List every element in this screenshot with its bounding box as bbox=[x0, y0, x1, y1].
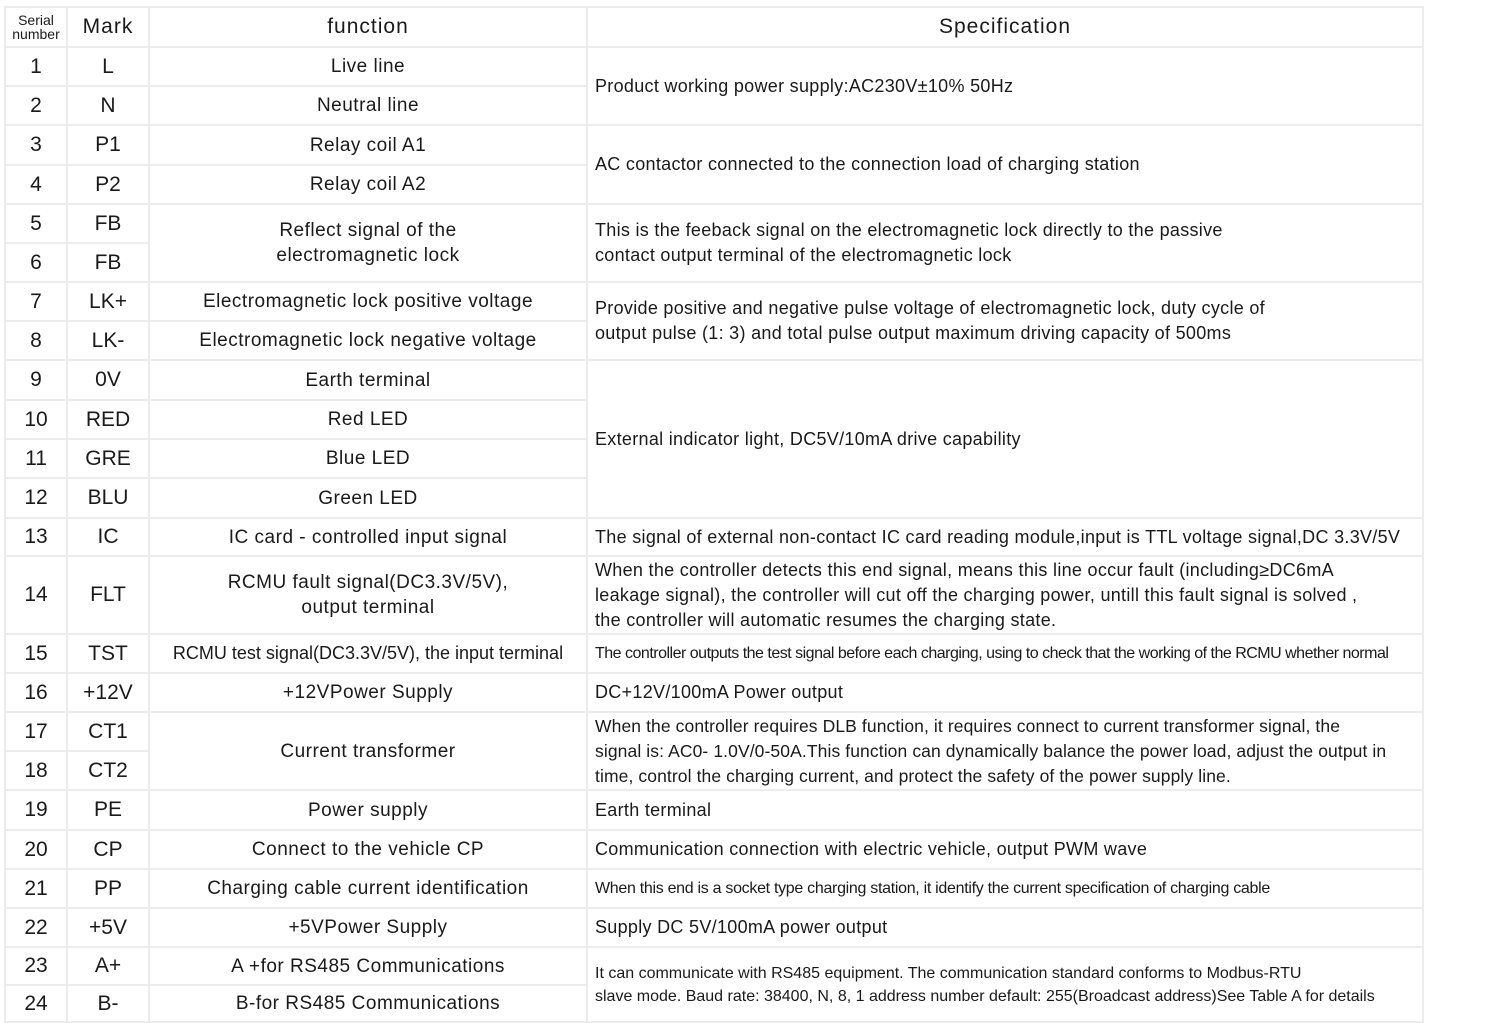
mark-cell: CT1 bbox=[67, 712, 149, 751]
function-cell: Neutral line bbox=[149, 86, 587, 125]
spec-cell: External indicator light, DC5V/10mA drive capability bbox=[587, 360, 1423, 518]
serial-cell: 24 bbox=[5, 985, 67, 1022]
header-function: function bbox=[149, 7, 587, 47]
spec-cell: Earth terminal bbox=[587, 790, 1423, 830]
serial-cell: 10 bbox=[5, 400, 67, 439]
serial-cell: 14 bbox=[5, 556, 67, 634]
mark-cell: RED bbox=[67, 400, 149, 439]
serial-cell: 17 bbox=[5, 712, 67, 751]
serial-cell: 4 bbox=[5, 165, 67, 204]
function-cell: +5VPower Supply bbox=[149, 908, 587, 947]
table-row bbox=[5, 908, 1423, 947]
function-cell: Live line bbox=[149, 47, 587, 86]
function-cell: Relay coil A2 bbox=[149, 165, 587, 204]
function-cell: IC card - controlled input signal bbox=[149, 518, 587, 556]
mark-cell: CT2 bbox=[67, 751, 149, 790]
mark-cell: FB bbox=[67, 243, 149, 282]
function-cell: Reflect signal of the electromagnetic lock bbox=[149, 204, 587, 282]
table-row bbox=[5, 869, 1423, 908]
function-cell: RCMU test signal(DC3.3V/5V), the input terminal bbox=[149, 634, 587, 673]
table-row bbox=[5, 634, 1423, 673]
serial-cell: 6 bbox=[5, 243, 67, 282]
serial-cell: 16 bbox=[5, 673, 67, 712]
mark-cell: P1 bbox=[67, 125, 149, 165]
mark-cell: GRE bbox=[67, 439, 149, 478]
serial-cell: 1 bbox=[5, 47, 67, 86]
serial-cell: 13 bbox=[5, 518, 67, 556]
serial-cell: 11 bbox=[5, 439, 67, 478]
mark-cell: PE bbox=[67, 790, 149, 830]
serial-cell: 21 bbox=[5, 869, 67, 908]
serial-cell: 23 bbox=[5, 947, 67, 985]
mark-cell: FLT bbox=[67, 556, 149, 634]
function-cell: Current transformer bbox=[149, 712, 587, 790]
header-serial-number: Serial number bbox=[5, 7, 67, 47]
serial-cell: 3 bbox=[5, 125, 67, 165]
spec-cell: This is the feeback signal on the electromagnetic lock directly to the passive contact output terminal of the electromagnetic lock bbox=[587, 204, 1423, 282]
serial-cell: 8 bbox=[5, 321, 67, 360]
serial-cell: 9 bbox=[5, 360, 67, 400]
spec-cell: The signal of external non-contact IC card reading module,input is TTL voltage signal,DC 3.3V/5V bbox=[587, 518, 1423, 556]
function-cell: Power supply bbox=[149, 790, 587, 830]
function-cell: Earth terminal bbox=[149, 360, 587, 400]
mark-cell: PP bbox=[67, 869, 149, 908]
spec-cell: When the controller requires DLB function, it requires connect to current transformer signal, the signal is: AC0- 1.0V/0-50A.This function can dynamically balance the power load, adjust the output in time, control the charging current, and protect the safety of the power supply line. bbox=[587, 712, 1423, 790]
table-row bbox=[5, 712, 1423, 751]
serial-cell: 12 bbox=[5, 478, 67, 518]
mark-cell: L bbox=[67, 47, 149, 86]
mark-cell: B- bbox=[67, 985, 149, 1022]
mark-cell: +5V bbox=[67, 908, 149, 947]
spec-cell: It can communicate with RS485 equipment. The communication standard conforms to Modbus-RTU slave mode. Baud rate: 38400, N, 8, 1 address number default: 255(Broadcast address)See Table A for details bbox=[587, 947, 1423, 1022]
header-mark: Mark bbox=[67, 7, 149, 47]
function-cell: Electromagnetic lock negative voltage bbox=[149, 321, 587, 360]
table-row bbox=[5, 125, 1423, 165]
function-cell: +12VPower Supply bbox=[149, 673, 587, 712]
serial-cell: 5 bbox=[5, 204, 67, 243]
mark-cell: BLU bbox=[67, 478, 149, 518]
table-row bbox=[5, 282, 1423, 321]
function-cell: RCMU fault signal(DC3.3V/5V), output terminal bbox=[149, 556, 587, 634]
spec-cell: DC+12V/100mA Power output bbox=[587, 673, 1423, 712]
serial-cell: 20 bbox=[5, 830, 67, 869]
spec-cell: Communication connection with electric vehicle, output PWM wave bbox=[587, 830, 1423, 869]
mark-cell: P2 bbox=[67, 165, 149, 204]
serial-cell: 15 bbox=[5, 634, 67, 673]
mark-cell: A+ bbox=[67, 947, 149, 985]
table-row bbox=[5, 830, 1423, 869]
mark-cell: +12V bbox=[67, 673, 149, 712]
function-cell: A +for RS485 Communications bbox=[149, 947, 587, 985]
table-row bbox=[5, 204, 1423, 243]
function-cell: Electromagnetic lock positive voltage bbox=[149, 282, 587, 321]
spec-cell: The controller outputs the test signal before each charging, using to check that the working of the RCMU whether normal bbox=[587, 634, 1423, 673]
serial-cell: 7 bbox=[5, 282, 67, 321]
mark-cell: LK+ bbox=[67, 282, 149, 321]
function-cell: Green LED bbox=[149, 478, 587, 518]
table-row bbox=[5, 360, 1423, 400]
spec-cell: AC contactor connected to the connection load of charging station bbox=[587, 125, 1423, 204]
mark-cell: LK- bbox=[67, 321, 149, 360]
mark-cell: FB bbox=[67, 204, 149, 243]
serial-cell: 22 bbox=[5, 908, 67, 947]
header-specification: Specification bbox=[587, 7, 1423, 47]
terminal-spec-table bbox=[4, 6, 1424, 1023]
spec-cell: Supply DC 5V/100mA power output bbox=[587, 908, 1423, 947]
mark-cell: IC bbox=[67, 518, 149, 556]
spec-cell: When this end is a socket type charging station, it identify the current specification of charging cable bbox=[587, 869, 1423, 908]
mark-cell: TST bbox=[67, 634, 149, 673]
serial-cell: 19 bbox=[5, 790, 67, 830]
table-row bbox=[5, 673, 1423, 712]
table-row bbox=[5, 790, 1423, 830]
table-row bbox=[5, 556, 1423, 634]
spec-cell: Product working power supply:AC230V±10% 50Hz bbox=[587, 47, 1423, 125]
table-row bbox=[5, 518, 1423, 556]
serial-cell: 18 bbox=[5, 751, 67, 790]
function-cell: Connect to the vehicle CP bbox=[149, 830, 587, 869]
spec-cell: Provide positive and negative pulse voltage of electromagnetic lock, duty cycle of output pulse (1: 3) and total pulse output maximum driving capacity of 500ms bbox=[587, 282, 1423, 360]
table-row bbox=[5, 947, 1423, 985]
table-row bbox=[5, 47, 1423, 86]
mark-cell: CP bbox=[67, 830, 149, 869]
spec-cell: When the controller detects this end signal, means this line occur fault (including≥DC6mA leakage signal), the controller will cut off the charging power, untill this fault signal is solved , the controller will automatic resumes the charging state. bbox=[587, 556, 1423, 634]
mark-cell: N bbox=[67, 86, 149, 125]
function-cell: Relay coil A1 bbox=[149, 125, 587, 165]
function-cell: Red LED bbox=[149, 400, 587, 439]
function-cell: Blue LED bbox=[149, 439, 587, 478]
function-cell: B-for RS485 Communications bbox=[149, 985, 587, 1022]
header-row bbox=[5, 7, 1423, 47]
function-cell: Charging cable current identification bbox=[149, 869, 587, 908]
serial-cell: 2 bbox=[5, 86, 67, 125]
mark-cell: 0V bbox=[67, 360, 149, 400]
